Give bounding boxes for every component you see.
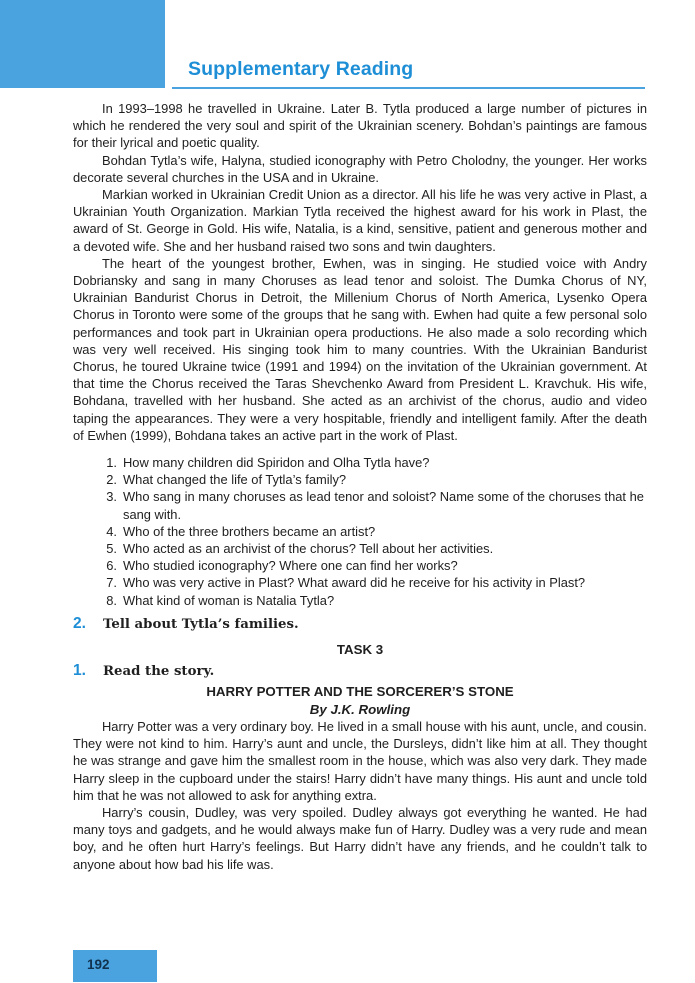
task-instruction: Tell about Tytla’s families. xyxy=(103,616,299,632)
page-title: Supplementary Reading xyxy=(188,58,414,80)
question-item xyxy=(73,557,647,574)
task-instruction: Read the story. xyxy=(103,664,215,680)
story-title: HARRY POTTER AND THE SORCERER’S STONE xyxy=(206,683,514,699)
paragraph: In 1993–1998 he travelled in Ukraine. Later B. Tytla produced a large number of pictures in which he rendered the very soul and spirit of the Ukrainian scenery. Bohdan’s paintings are famous for their lyrical and poetic quality. xyxy=(73,101,647,151)
question-number: 8. xyxy=(106,592,117,608)
question-number: 6. xyxy=(106,558,117,574)
task-number: 2. xyxy=(73,614,86,632)
question-text: Who studied iconography? Where one can find her works? xyxy=(123,558,458,574)
question-number: 1. xyxy=(106,455,117,471)
task-heading: TASK 3 xyxy=(336,642,384,658)
paragraph: Bohdan Tytla’s wife, Halyna, studied iconography with Petro Cholodny, the younger. Her works decorate several churches in the USA and in Ukraine. xyxy=(73,152,647,185)
task-number: 1. xyxy=(73,662,86,680)
question-list xyxy=(73,454,647,609)
question-number: 3. xyxy=(106,489,117,505)
page-number: 192 xyxy=(87,957,110,972)
question-number: 4. xyxy=(106,523,117,539)
story-paragraph: Harry Potter was a very ordinary boy. He lived in a small house with his aunt, uncle, and cousin. They were not kind to him. Harry’s aunt and uncle, the Dursleys, didn’t like him at all. They thought he was strange and gave him the smallest room in the house, which was also very dark. They made Harry sleep in the cupboard under the stairs! Harry didn’t have many things. His aunt and uncle told him that he was not allowed to ask for anything extra. xyxy=(73,718,648,803)
task-item-tell-about xyxy=(73,615,647,633)
question-text: Who was very active in Plast? What award did he receive for his activity in Plast? xyxy=(123,575,586,591)
question-text: What changed the life of Tytla’s family? xyxy=(123,472,347,488)
question-text: Who acted as an archivist of the chorus? Tell about her activities. xyxy=(123,541,494,557)
question-text: How many children did Spiridon and Olha Tytla have? xyxy=(123,455,430,471)
task-item-read-story xyxy=(73,662,647,680)
story-author: By J.K. Rowling xyxy=(309,701,411,717)
question-text: Who of the three brothers became an artist? xyxy=(123,523,376,539)
question-item xyxy=(73,592,647,609)
question-item xyxy=(73,523,647,540)
page-number-box xyxy=(73,950,157,982)
question-item xyxy=(73,488,647,522)
story-paragraph: Harry’s cousin, Dudley, was very spoiled. Dudley always got everything he wanted. He had many toys and gadgets, and he would always make fun of Harry. Dudley was a very rude and mean boy, and he often hurt Harry’s feelings. But Harry didn’t have any friends, and he couldn’t talk to anyone about how bad his life was. xyxy=(73,804,647,872)
question-item xyxy=(73,454,647,471)
question-item xyxy=(73,471,647,488)
paragraph: Markian worked in Ukrainian Credit Union as a director. All his life he was very active in Plast, a Ukrainian Youth Organization. Markian Tytla received the highest award for his work in Plast, the award of St. George in Gold. His wife, Natalia, is a kind, sensitive, patient and generous mother and a devoted wife. She and her husband raised two sons and twin daughters. xyxy=(73,187,647,254)
question-text: What kind of woman is Natalia Tytla? xyxy=(123,592,335,608)
page-content xyxy=(73,100,647,873)
corner-accent-block xyxy=(0,0,165,88)
question-number: 7. xyxy=(106,575,117,591)
question-item xyxy=(73,540,647,557)
question-text: Who sang in many choruses as lead tenor and soloist? Name some of the choruses that he sang with. xyxy=(123,489,644,522)
question-number: 2. xyxy=(106,472,117,488)
question-number: 5. xyxy=(106,541,117,557)
paragraph: The heart of the youngest brother, Ewhen, was in singing. He studied voice with Andry Dobriansky and sang in many Choruses as lead tenor and soloist. The Dumka Chorus of NY, Ukrainian Bandurist Chorus in Detroit, the Millenium Chorus of North America, Lysenko Opera Chorus in Toronto were some of the groups that he sang with. Ewhen had quite a few personal solo performances and took part in Ukrainian opera productions. He also made a solo recording which was very well received. His singing took him to many countries. With the Ukrainian Bandurist Chorus, he toured Ukraine twice (1991 and 1994) on the invitation of the Ukrainian government. At that time the Chorus received the Taras Shevchenko Award from President L. Kravchuk. His wife, Bohdana, travelled with her husband. She acted as an archivist of the chorus, audio and video taping the appearances. They were a very hospitable, friendly and intelligent family. After the death of Ewhen (1999), Bohdana takes an active part in the work of Plast. xyxy=(73,255,647,443)
header-divider xyxy=(172,87,645,89)
question-item xyxy=(73,574,647,591)
